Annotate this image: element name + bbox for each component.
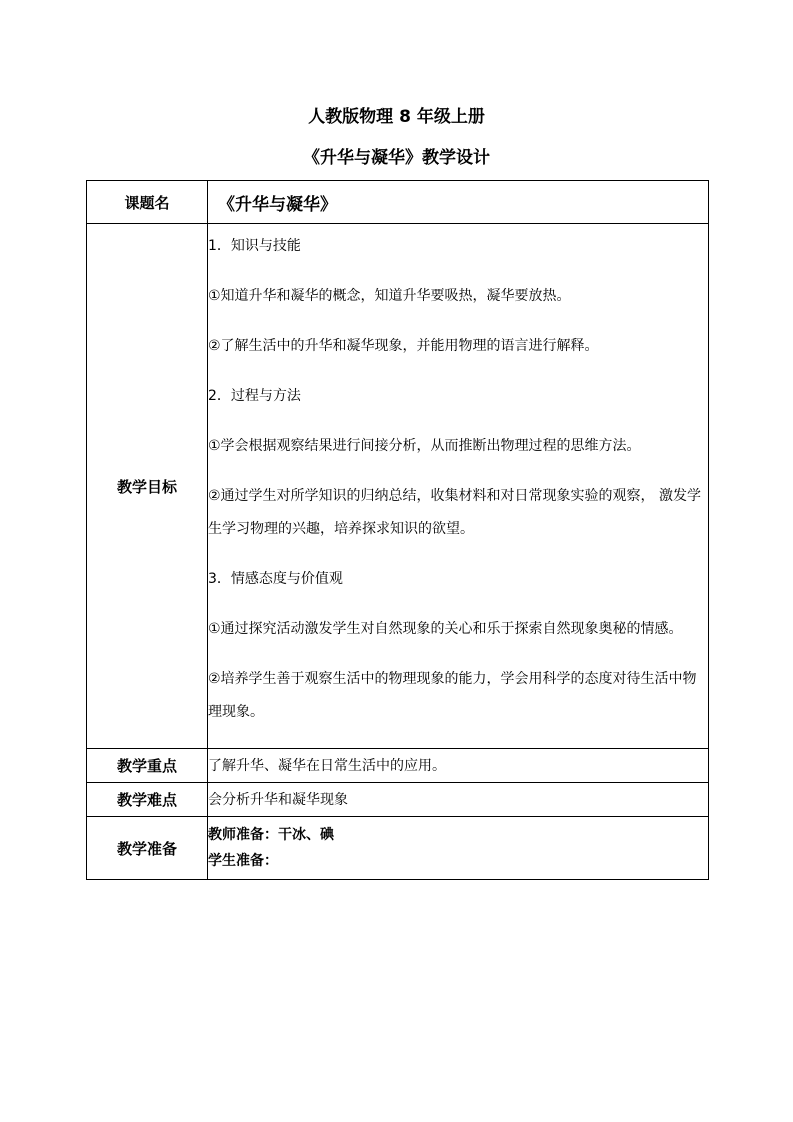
objective-heading-knowledge: 1．知识与技能 xyxy=(208,238,301,254)
preparation-label: 教学准备 xyxy=(87,817,208,880)
topic-cell xyxy=(208,181,709,224)
objective-item: ②了解生活中的升华和凝华现象，并能用物理的语言进行解释。 xyxy=(208,338,599,354)
objective-item: ①学会根据观察结果进行间接分析，从而推断出物理过程的思维方法。 xyxy=(208,438,641,454)
objective-item: ②通过学生对所学知识的归纳总结，收集材料和对日常现象实验的观察， 激发学生学习物理的兴趣，培养探求知识的欲望。 xyxy=(208,488,701,537)
table-row-key-points xyxy=(87,749,709,783)
objective-item: ①通过探究活动激发学生对自然现象的关心和乐于探索自然现象奥秘的情感。 xyxy=(208,621,683,637)
topic-value: 《升华与凝华》 xyxy=(218,194,337,215)
difficulties-value: 会分析升华和凝华现象 xyxy=(208,792,348,808)
key-points-label: 教学重点 xyxy=(87,749,208,783)
table-row-preparation xyxy=(87,817,709,880)
topic-label: 课题名 xyxy=(87,181,208,224)
table-row-objectives xyxy=(87,224,709,749)
objectives-label: 教学目标 xyxy=(87,224,208,749)
key-points-value: 了解升华、凝华在日常生活中的应用。 xyxy=(208,758,446,774)
teacher-preparation: 教师准备：干冰、碘 xyxy=(208,827,334,843)
objectives-cell xyxy=(208,224,709,749)
objective-item: ②培养学生善于观察生活中的物理现象的能力，学会用科学的态度对待生活中物理现象。 xyxy=(208,671,697,720)
difficulties-cell xyxy=(208,783,709,817)
table-row-difficulties xyxy=(87,783,709,817)
document-title: 人教版物理 8 年级上册 xyxy=(308,107,485,127)
document-subtitle: 《升华与凝华》教学设计 xyxy=(303,148,490,168)
student-preparation: 学生准备： xyxy=(208,853,278,869)
lesson-plan-table xyxy=(86,180,709,880)
objective-heading-process: 2．过程与方法 xyxy=(208,388,301,404)
difficulties-label: 教学难点 xyxy=(87,783,208,817)
preparation-cell xyxy=(208,817,709,880)
objective-heading-attitude: 3．情感态度与价值观 xyxy=(208,571,343,587)
objective-item: ①知道升华和凝华的概念，知道升华要吸热，凝华要放热。 xyxy=(208,288,571,304)
key-points-cell xyxy=(208,749,709,783)
table-row-topic xyxy=(87,181,709,224)
